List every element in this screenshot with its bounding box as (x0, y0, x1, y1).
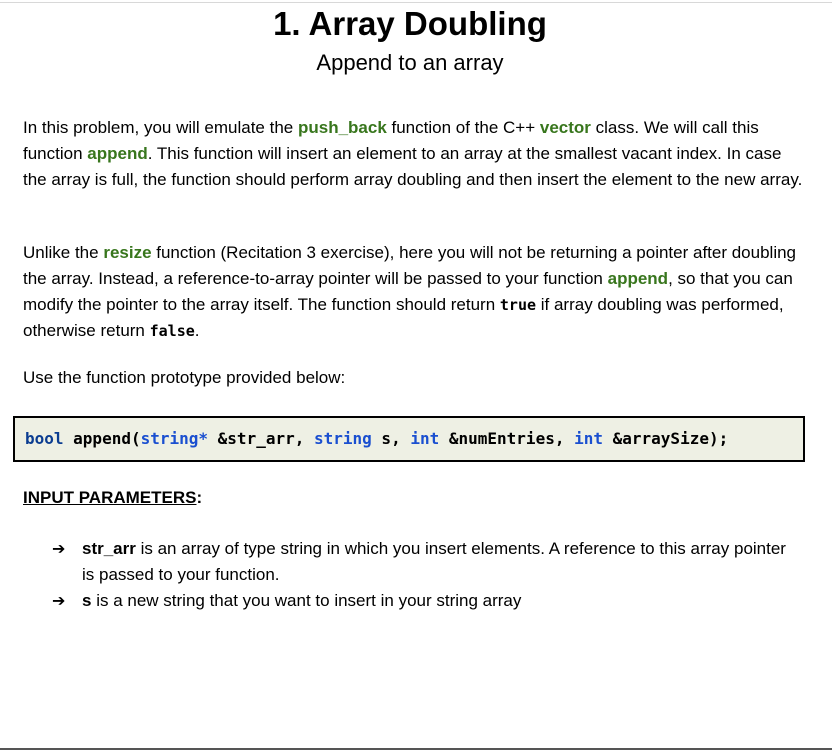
code-type-string: string (314, 429, 372, 448)
page-subtitle: Append to an array (316, 50, 504, 75)
heading-colon: : (196, 488, 203, 507)
keyword-true: true (499, 296, 537, 314)
paragraph-text: In this problem, you will emulate the (23, 118, 298, 137)
paragraph-text: function of the C++ (386, 118, 540, 137)
arrow-icon: ➔ (52, 591, 66, 610)
code-text: append( (63, 429, 141, 448)
param-name: s (82, 591, 92, 610)
list-item (52, 536, 792, 588)
code-text: &arraySize); (603, 429, 729, 448)
heading-text: INPUT PARAMETERS (23, 488, 197, 507)
page-title: 1. Array Doubling (273, 5, 547, 42)
paragraph-details (23, 240, 803, 344)
paragraph-text: . (194, 321, 200, 340)
code-block (13, 416, 805, 462)
top-rule (0, 2, 832, 3)
paragraph-text: class. We will call this function (23, 118, 759, 163)
highlight-vector: vector (539, 118, 591, 137)
list-item (52, 588, 792, 614)
paragraph-text: function (Recitation 3 exercise), here you will not be returning a pointer after doubling the array. Instead, a reference-to-array pointer will be passed to your function (23, 243, 797, 288)
code-type-string: string* (140, 429, 209, 448)
param-description: is a new string that you want to insert in your string array (91, 591, 522, 610)
paragraph-text: if array doubling was performed, otherwise return (23, 295, 784, 340)
code-text: &numEntries, (439, 429, 575, 448)
code-text: &str_arr, (208, 429, 314, 448)
code-text: s, (371, 429, 411, 448)
code-type-int: int (410, 429, 440, 448)
param-description: is an array of type string in which you insert elements. A reference to this array pointer is passed to your function. (82, 539, 786, 584)
input-parameters-heading (23, 485, 202, 511)
paragraph-text: , so that you can modify the pointer to the array itself. The function should return (23, 269, 793, 314)
arrow-icon: ➔ (52, 539, 66, 558)
paragraph-prototype-intro: Use the function prototype provided below: (23, 368, 346, 387)
paragraph-text: . This function will insert an element to an array at the smallest vacant index. In case the array is full, the function should perform array doubling and then insert the element to the new array. (23, 144, 803, 189)
code-type-int: int (574, 429, 603, 448)
code-type-bool: bool (25, 429, 64, 448)
parameter-list (52, 536, 792, 614)
highlight-append: append (87, 144, 148, 163)
highlight-resize: resize (103, 243, 152, 262)
paragraph-intro (23, 115, 803, 193)
function-prototype (25, 428, 728, 450)
keyword-false: false (149, 322, 195, 340)
highlight-append: append (607, 269, 669, 288)
param-name: str_arr (82, 539, 136, 558)
paragraph-text: Unlike the (23, 243, 104, 262)
highlight-push-back: push_back (297, 118, 387, 137)
bottom-rule (0, 748, 832, 750)
